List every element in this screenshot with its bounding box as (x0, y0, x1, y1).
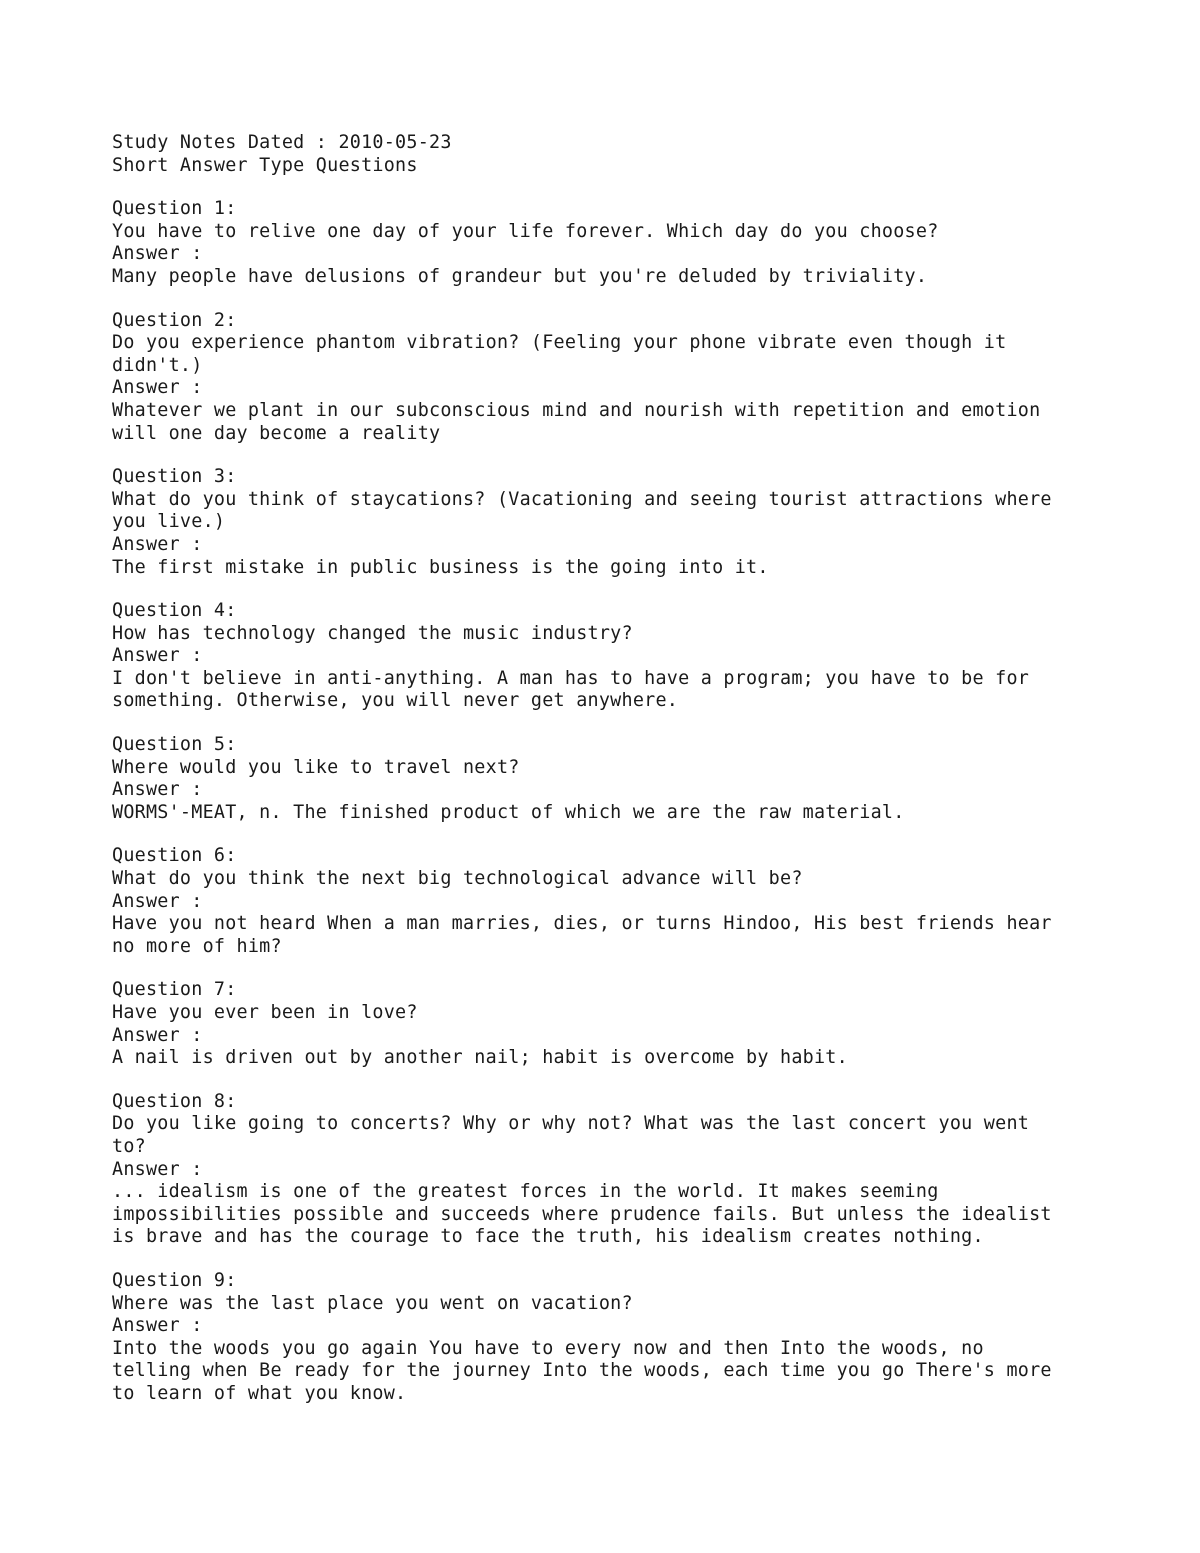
document-title: Study Notes Dated : 2010-05-23 (112, 132, 452, 153)
answer-label: Answer : (112, 1158, 203, 1180)
answer-label: Answer : (112, 1315, 203, 1337)
question-block (112, 845, 1112, 958)
answer-text: Many people have delusions of grandeur but you're deluded by triviality. (112, 265, 928, 287)
question-label: Question 5: (112, 734, 237, 756)
answer-text: WORMS'-MEAT, n. The finished product of which we are the raw material. (112, 801, 905, 823)
answer-text: is brave and has the courage to face the truth, his idealism creates nothing. (112, 1226, 984, 1248)
question-label: Question 2: (112, 309, 237, 331)
question-label: Question 1: (112, 198, 237, 220)
document-subtitle: Short Answer Type Questions (112, 154, 418, 176)
answer-text: will one day become a reality (112, 422, 441, 444)
answer-text: impossibilities possible and succeeds where prudence fails. But unless the idealist (112, 1203, 1052, 1225)
question-label: Question 3: (112, 466, 237, 488)
question-block (112, 734, 1112, 824)
question-block (112, 310, 1112, 446)
question-text: to? (112, 1135, 146, 1157)
question-list (112, 198, 1112, 1405)
answer-label: Answer : (112, 533, 203, 555)
answer-text: no more of him? (112, 935, 282, 957)
question-block (112, 1270, 1112, 1406)
question-label: Question 6: (112, 845, 237, 867)
question-block (112, 198, 1112, 288)
question-text: What do you think the next big technological advance will be? (112, 868, 803, 890)
answer-label: Answer : (112, 243, 203, 265)
question-text: didn't.) (112, 354, 203, 376)
answer-text: A nail is driven out by another nail; habit is overcome by habit. (112, 1047, 848, 1069)
answer-label: Answer : (112, 645, 203, 667)
answer-text: to learn of what you know. (112, 1382, 407, 1404)
question-block (112, 600, 1112, 713)
answer-text: I don't believe in anti-anything. A man has to have a program; you have to be for (112, 667, 1030, 689)
question-text: Where was the last place you went on vacation? (112, 1292, 633, 1314)
answer-text: Whatever we plant in our subconscious mind and nourish with repetition and emotion (112, 399, 1041, 421)
answer-label: Answer : (112, 779, 203, 801)
answer-label: Answer : (112, 1024, 203, 1046)
question-text: You have to relive one day of your life forever. Which day do you choose? (112, 220, 939, 242)
answer-text: The first mistake in public business is the going into it. (112, 556, 769, 578)
question-label: Question 8: (112, 1090, 237, 1112)
question-text: Do you experience phantom vibration? (Feeling your phone vibrate even though it (112, 332, 1007, 354)
document-header (112, 132, 1112, 177)
answer-label: Answer : (112, 377, 203, 399)
answer-text: Have you not heard When a man marries, dies, or turns Hindoo, His best friends hear (112, 913, 1052, 935)
question-text: How has technology changed the music industry? (112, 622, 633, 644)
answer-text: telling when Be ready for the journey Into the woods, each time you go There's more (112, 1360, 1052, 1382)
question-label: Question 9: (112, 1269, 237, 1291)
answer-text: ... idealism is one of the greatest forces in the world. It makes seeming (112, 1181, 939, 1203)
answer-label: Answer : (112, 890, 203, 912)
question-text: Have you ever been in love? (112, 1002, 418, 1023)
question-text: you live.) (112, 511, 226, 533)
question-block (112, 979, 1112, 1069)
answer-text: Into the woods you go again You have to every now and then Into the woods, no (112, 1337, 984, 1359)
question-text: Do you like going to concerts? Why or why not? What was the last concert you went (112, 1113, 1030, 1135)
question-label: Question 7: (112, 979, 237, 1001)
question-text: Where would you like to travel next? (112, 756, 520, 778)
question-block (112, 466, 1112, 579)
document-page (112, 132, 1112, 1406)
question-block (112, 1091, 1112, 1249)
answer-text: something. Otherwise, you will never get anywhere. (112, 690, 679, 712)
question-text: What do you think of staycations? (Vacationing and seeing tourist attractions where (112, 488, 1052, 510)
question-label: Question 4: (112, 600, 237, 622)
